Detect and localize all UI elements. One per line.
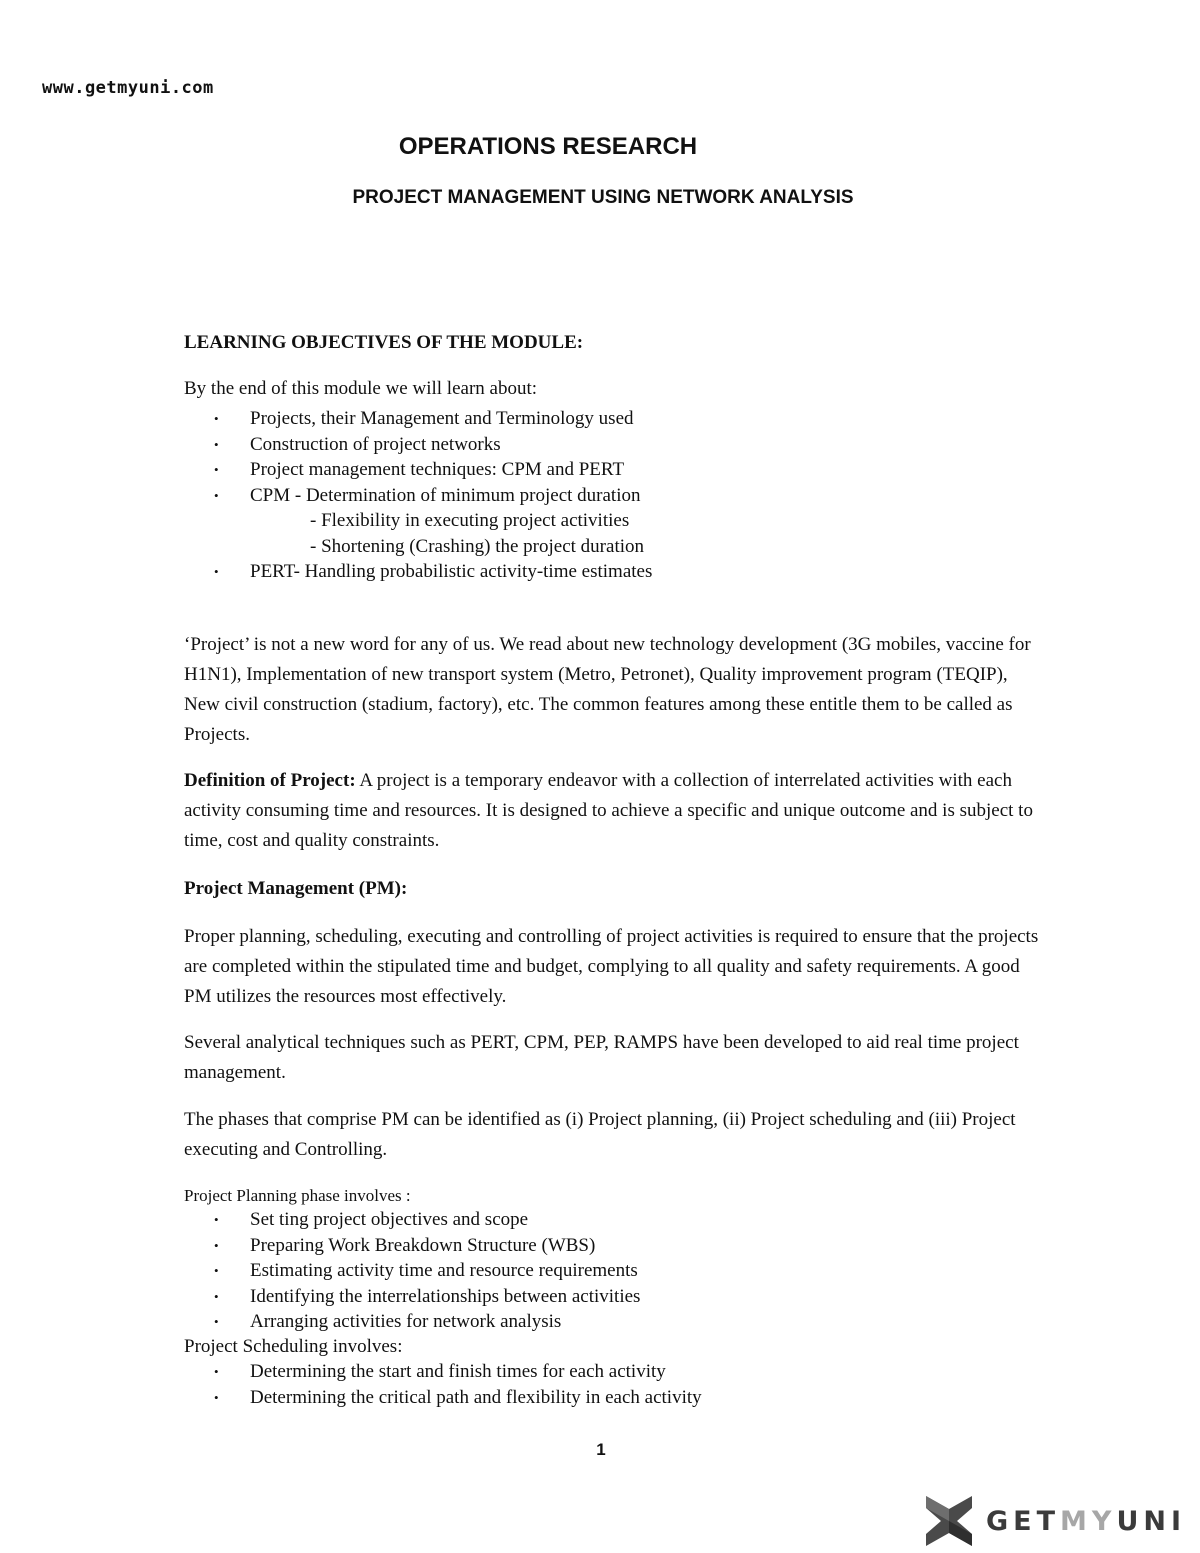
planning-list xyxy=(214,1207,640,1335)
scheduling-intro: Project Scheduling involves: xyxy=(184,1336,403,1357)
list-sub-item: - Flexibility in executing project activities xyxy=(310,510,630,531)
objectives-intro: By the end of this module we will learn about: xyxy=(184,378,538,399)
bullet-icon: • xyxy=(214,1288,219,1304)
objectives-list xyxy=(214,406,652,585)
logo-wordmark: GETMYUNI xyxy=(986,1505,1187,1537)
bullet-icon: • xyxy=(214,1237,219,1253)
bullet-icon: • xyxy=(214,564,219,579)
list-item: • CPM - Determination of minimum project duration xyxy=(214,483,652,509)
list-item: • Determining the critical path and flexibility in each activity xyxy=(214,1385,702,1411)
site-url[interactable]: www.getmyuni.com xyxy=(42,78,214,98)
list-item: • Preparing Work Breakdown Structure (WBS) xyxy=(214,1233,640,1259)
list-sub-item: - Shortening (Crashing) the project duration xyxy=(310,535,645,557)
intro-paragraph: ‘Project’ is not a new word for any of us. We read about new technology development (3G mobiles, vaccine for H1N1), Implementation of new transport system (Metro, Petronet), Quality improvement program (TEQIP), New civil construction (stadium, factory), etc. The common features among these entitle them to be called as Projects. xyxy=(184,634,1031,745)
bullet-icon: • xyxy=(214,411,219,426)
getmyuni-logo-icon xyxy=(926,1496,972,1546)
list-item: • Construction of project networks xyxy=(214,432,652,458)
pm-paragraph-3: The phases that comprise PM can be identified as (i) Project planning, (ii) Project scheduling and (iii) Project executing and Controlling. xyxy=(184,1109,1016,1160)
bullet-icon: • xyxy=(214,1263,219,1278)
bullet-icon: • xyxy=(214,487,219,503)
bullet-icon: • xyxy=(214,462,219,477)
objectives-heading: LEARNING OBJECTIVES OF THE MODULE: xyxy=(184,332,584,353)
bullet-icon: • xyxy=(214,1364,219,1379)
definition-label: Definition of Project: xyxy=(184,770,356,791)
list-item: • PERT- Handling probabilistic activity-time estimates xyxy=(214,559,652,585)
pm-heading: Project Management (PM): xyxy=(184,878,408,899)
list-item: • Projects, their Management and Terminology used xyxy=(214,406,652,432)
definition-paragraph xyxy=(184,766,1044,856)
list-item: • Arranging activities for network analysis xyxy=(214,1309,640,1335)
list-item: • Project management techniques: CPM and PERT xyxy=(214,457,652,483)
list-item: • Estimating activity time and resource requirements xyxy=(214,1258,640,1284)
page-number: 1 xyxy=(596,1440,606,1459)
planning-intro: Project Planning phase involves : xyxy=(184,1186,411,1205)
definition-text: A project is a temporary endeavor with a collection of interrelated activities with each activity consuming time and resources. It is designed to achieve a specific and unique outcome and is subject to time, cost and quality constraints. xyxy=(184,770,1033,851)
getmyuni-logo[interactable] xyxy=(926,1495,1186,1547)
list-item: • Set ting project objectives and scope xyxy=(214,1207,640,1233)
pm-paragraph-1: Proper planning, scheduling, executing and controlling of project activities is required to ensure that the projects are completed within the stipulated time and budget, complying to all quality and safety requirements. A good PM utilizes the resources most effectively. xyxy=(184,926,1039,1007)
document-subtitle: PROJECT MANAGEMENT USING NETWORK ANALYSIS xyxy=(352,187,854,208)
list-item: • Identifying the interrelationships between activities xyxy=(214,1284,640,1310)
document-title: OPERATIONS RESEARCH xyxy=(398,133,698,160)
bullet-icon: • xyxy=(214,1212,219,1227)
list-item: • Determining the start and finish times for each activity xyxy=(214,1359,702,1385)
pm-paragraph-2: Several analytical techniques such as PERT, CPM, PEP, RAMPS have been developed to aid real time project management. xyxy=(184,1032,1019,1083)
scheduling-list xyxy=(214,1359,702,1410)
bullet-icon: • xyxy=(214,1389,219,1405)
bullet-icon: • xyxy=(214,436,219,452)
bullet-icon: • xyxy=(214,1314,219,1329)
